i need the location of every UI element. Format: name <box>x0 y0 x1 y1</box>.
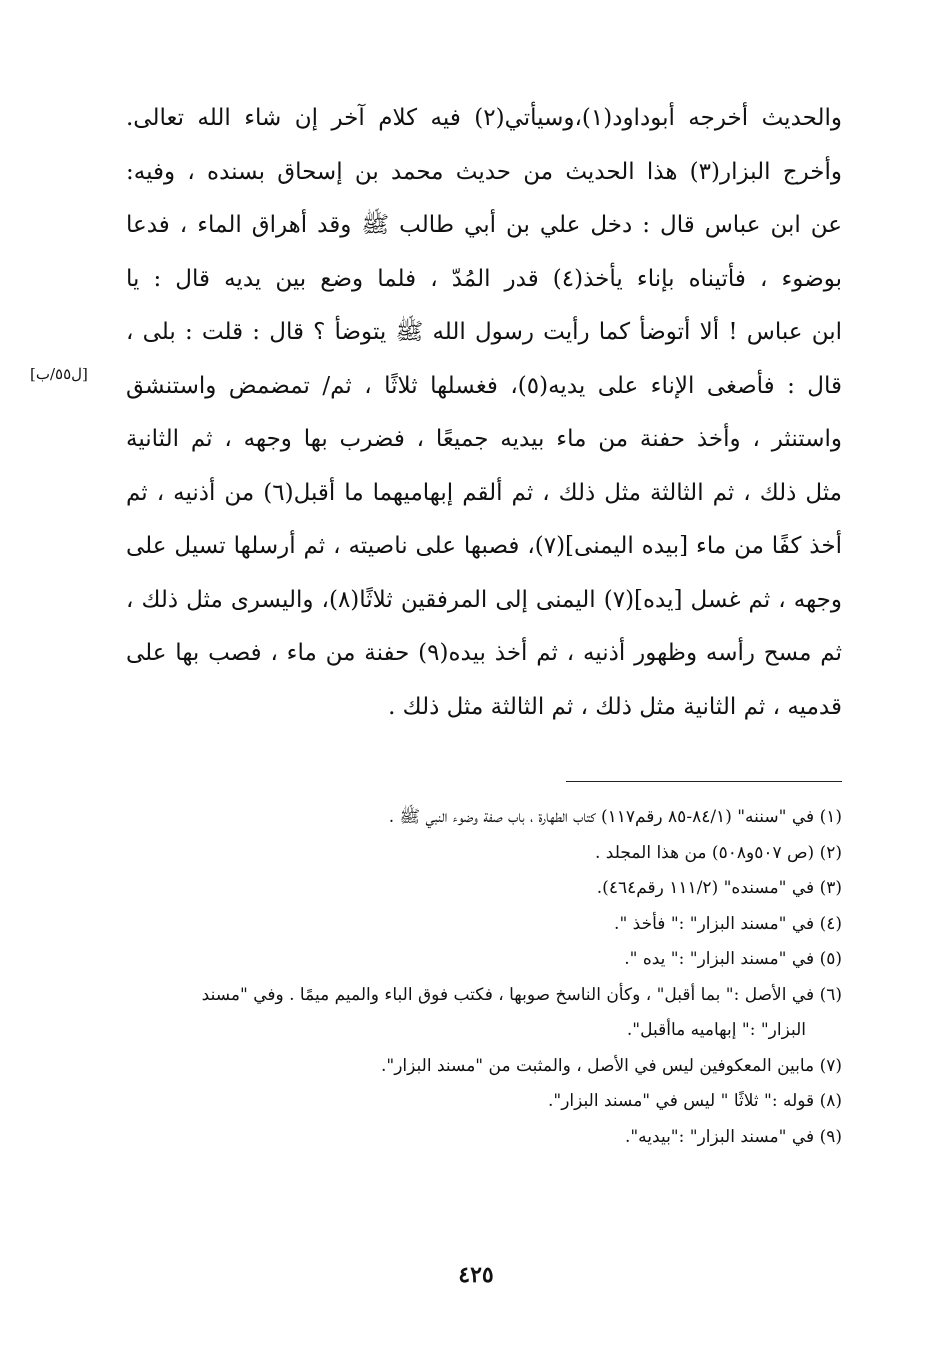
main-text <box>126 92 842 734</box>
footnote-divider <box>566 781 842 782</box>
page-number: ٤٢٥ <box>458 1262 494 1288</box>
text-line: بوضوء ، فأتيناه بإناء يأخذ(٤) قدر المُدّ ، فلما وضع بين يديه قال : يا <box>126 265 843 292</box>
footnote: (١) في "سننه" (٨٤/١-٨٥ رقم١١٧) كتاب الطهارة ، باب صفة وضوء النبي ﷺ . <box>388 807 842 827</box>
text-line: وجهه ، ثم غسل [يده](٧) اليمنى إلى المرفقين ثلاثًا(٨)، واليسرى مثل ذلك ، <box>126 586 842 613</box>
text-line: أخذ كفًا من ماء [بيده اليمنى](٧)، فصبها على ناصيته ، ثم أرسلها تسيل على <box>126 533 842 559</box>
footnote: (٧) مابين المعكوفين ليس في الأصل ، والمثبت من "مسند البزار". <box>381 1055 842 1076</box>
text-line: مثل ذلك ، ثم الثالثة مثل ذلك ، ثم ألقم إبهاميهما ما أقبل(٦) من أذنيه ، ثم <box>126 479 843 506</box>
footnote: (٦) في الأصل :" بما أقبل" ، وكأن الناسخ صوبها ، فكتب فوق الباء والميم ميمًا . وفي "مسند <box>201 984 842 1005</box>
footnote: (٢) (ص ٥٠٧و٥٠٨) من هذا المجلد . <box>594 842 842 863</box>
footnotes <box>126 800 842 1155</box>
manuscript-folio-marker: [ل٥٥/ب] <box>30 365 88 383</box>
footnote: (٤) في "مسند البزار" :" فأخذ ". <box>614 913 842 934</box>
text-line: ابن عباس ! ألا أتوضأ كما رأيت رسول الله ﷺ يتوضأ ؟ قال : قلت : بلى ، <box>126 319 842 345</box>
footnote-continuation: البزار" :" إبهاميه ماأقبل". <box>626 1020 806 1040</box>
text-line: قدميه ، ثم الثانية مثل ذلك ، ثم الثالثة مثل ذلك . <box>388 693 842 720</box>
text-line: وأخرج البزار(٣) هذا الحديث من حديث محمد بن إسحاق بسنده ، وفيه: <box>126 158 843 185</box>
footnote: (٩) في "مسند البزار" :"بيديه". <box>624 1126 842 1147</box>
footnote: (٣) في "مسنده" (١١١/٢ رقم٤٦٤). <box>596 878 842 898</box>
text-line: ثم مسح رأسه وظهور أذنيه ، ثم أخذ بيده(٩) حفنة من ماء ، فصب بها على <box>126 640 842 666</box>
text-line: واستنثر ، وأخذ حفنة من ماء بيديه جميعًا ، فضرب بها وجهه ، ثم الثانية <box>126 426 842 452</box>
text-line: والحديث أخرجه أبوداود(١)،وسيأتي(٢) فيه كلام آخر إن شاء الله تعالى. <box>126 105 842 131</box>
footnote: (٥) في "مسند البزار" :" يده ". <box>624 949 842 969</box>
text-line: قال : فأصغى الإناء على يديه(٥)، فغسلها ثلاثًا ، ثم/ تمضمض واستنشق <box>126 372 842 399</box>
text-line: عن ابن عباس قال : دخل علي بن أبي طالب ﷺ وقد أهراق الماء ، فدعا <box>126 212 842 238</box>
footnote: (٨) قوله :" ثلاثًا " ليس في "مسند البزار". <box>548 1091 842 1111</box>
